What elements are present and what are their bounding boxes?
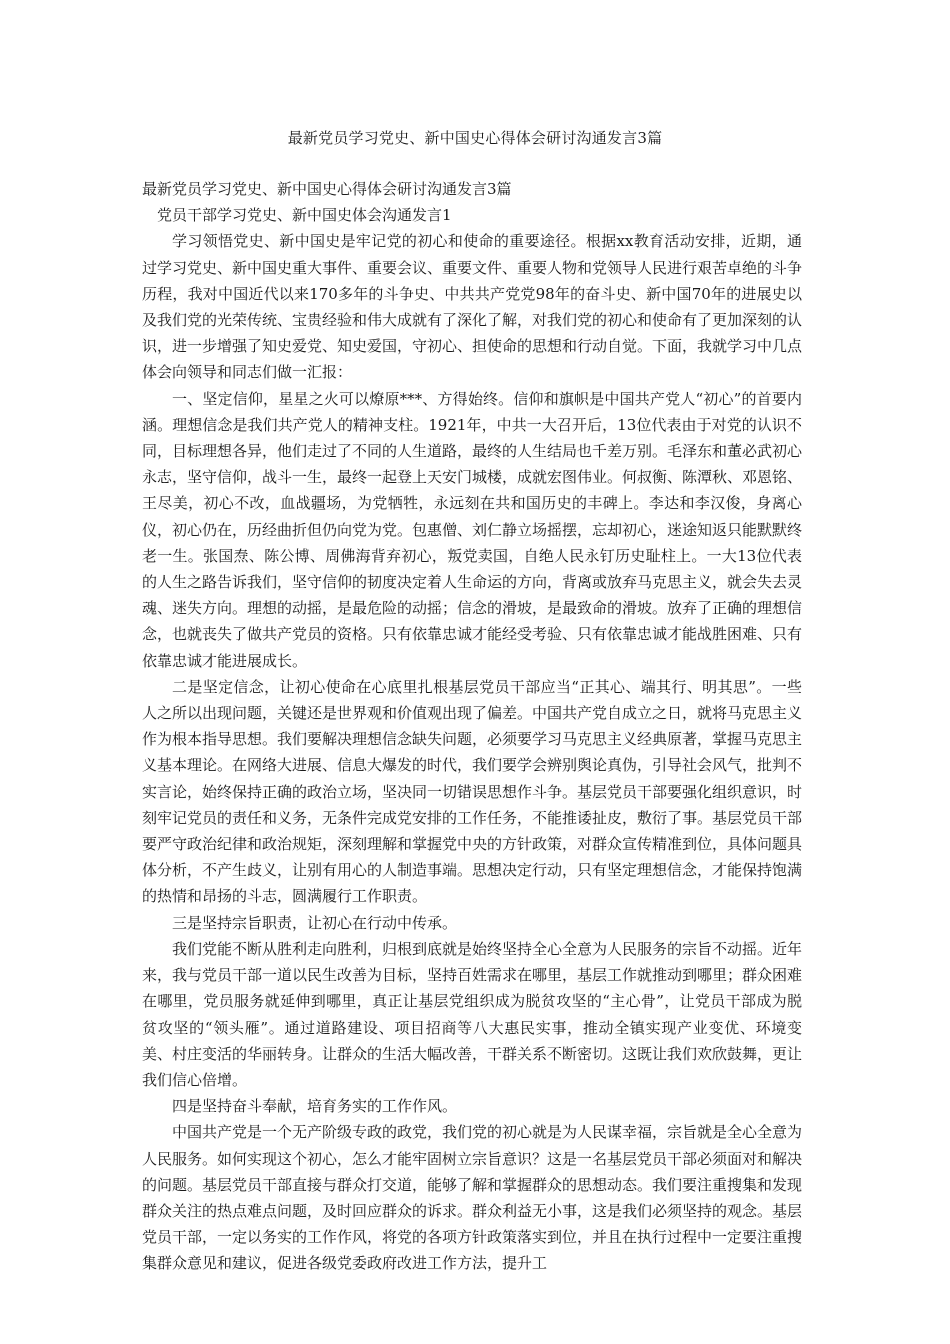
subheading-3: 三是坚持宗旨职责，让初心在行动中传承。 xyxy=(172,913,458,932)
section-heading: 党员干部学习党史、新中国史体会沟通发言1 xyxy=(157,206,452,225)
document-title: 最新党员学习党史、新中国史心得体会研讨沟通发言3篇 xyxy=(287,129,663,147)
body-paragraph-3: 二是坚定信念，让初心使命在心底里扎根基层党员干部应当“正其心、端其行、明其思”。一些人之所以出现问题，关键还是世界观和价值观出现了偏差。中国共产党自成立之日，就将马克思主义作为根本指导思想。我们要解决理想信念缺失问题，必须要学习马克思主义经典原著，掌握马克思主义基本理论。在网络大进展、信息大爆发的时代，我们要学会辨别舆论真伪，引导社会风气，批判不实言论，始终保持正确的政治立场，坚决同一切错误思想作斗争。基层党员干部要强化组织意识，时刻牢记党员的责任和义务，无条件完成党安排的工作任务，不能推诿扯皮，敷衍了事。基层党员干部要严守政治纪律和政治规矩，深刻理解和掌握党中央的方针政策，对群众宣传精准到位，具体问题具体分析，不产生歧义，让别有用心的人制造事端。思想决定行动，只有坚定理想信念，才能保持饱满的热情和昂扬的斗志，圆满履行工作职责。 xyxy=(142,677,803,906)
body-paragraph-4: 我们党能不断从胜利走向胜利，归根到底就是始终坚持全心全意为人民服务的宗旨不动摇。近年来，我与党员干部一道以民生改善为目标，坚持百姓需求在哪里，基层工作就推动到哪里；群众困难在哪里，党员服务就延伸到哪里，真正让基层党组织成为脱贫攻坚的“主心骨”，让党员干部成为脱贫攻坚的“领头雁”。通过道路建设、项目招商等八大惠民实事，推动全镇实现产业变优、环境变美、村庄变活的华丽转身。让群众的生活大幅改善，干群关系不断密切。这既让我们欢欣鼓舞，更让我们信心倍增。 xyxy=(142,939,803,1089)
body-paragraph-5: 中国共产党是一个无产阶级专政的政党，我们党的初心就是为人民谋幸福，宗旨就是全心全意为人民服务。如何实现这个初心，怎么才能牢固树立宗旨意识？这是一名基层党员干部必须面对和解决的问题。基层党员干部直接与群众打交道，能够了解和掌握群众的思想动态。我们要注重搜集和发现群众关注的热点难点问题，及时回应群众的诉求。群众利益无小事，这是我们必须坚持的观念。基层党员干部，一定以务实的工作作风，将党的各项方针政策落实到位，并且在执行过程中一定要注重搜集群众意见和建议，促进各级党委政府改进工作方法，提升工 xyxy=(142,1123,803,1273)
body-paragraph-2: 一、坚定信仰，星星之火可以燎原***、方得始终。信仰和旗帜是中国共产党人“初心”的首要内涵。理想信念是我们共产党人的精神支柱。1921年，中共一大召开后，13位代表由于对党的认识不同，目标理想各异，他们走过了不同的人生道路，最终的人生结局也千差万别。毛泽东和董必武初心永志，坚守信仰，战斗一生，最终一起登上天安门城楼，成就宏图伟业。何叔衡、陈潭秋、邓恩铭、王尽美，初心不改，血战疆场，为党牺牲，永远刻在共和国历史的丰碑上。李达和李汉俊，身离心仪，初心仍在，历经曲折但仍向党为党。包惠僧、刘仁静立场摇摆，忘却初心，迷途知返只能默默终老一生。张国焘、陈公博、周佛海背弃初心，叛党卖国，自绝人民永钉历史耻柱上。一大13位代表的人生之路告诉我们，坚守信仰的韧度决定着人生命运的方向，背离或放弃马克思主义，就会失去灵魂、迷失方向。理想的动摇，是最危险的动摇；信念的滑坡，是最致命的滑坡。放弃了正确的理想信念，也就丧失了做共产党员的资格。只有依靠忠诚才能经受考验、只有依靠忠诚才能战胜困难、只有依靠忠诚才能进展成长。 xyxy=(142,389,803,670)
subheading-4: 四是坚持奋斗奉献，培育务实的工作作风。 xyxy=(172,1097,458,1116)
repeat-title: 最新党员学习党史、新中国史心得体会研讨沟通发言3篇 xyxy=(142,180,512,198)
body-paragraph-1: 学习领悟党史、新中国史是牢记党的初心和使命的重要途径。根据xx教育活动安排，近期，通过学习党史、新中国史重大事件、重要会议、重要文件、重要人物和党领导人民进行艰苦卓绝的斗争历程，我对中国近代以来170多年的斗争史、中共共产党党98年的奋斗史、新中国70年的进展史以及我们党的光荣传统、宝贵经验和伟大成就有了深化了解，对我们党的初心和使命有了更加深刻的认识，进一步增强了知史爱党、知史爱国，守初心、担使命的思想和行动自觉。下面，我就学习中几点体会向领导和同志们做一汇报： xyxy=(142,232,803,382)
document-body xyxy=(142,176,802,1277)
